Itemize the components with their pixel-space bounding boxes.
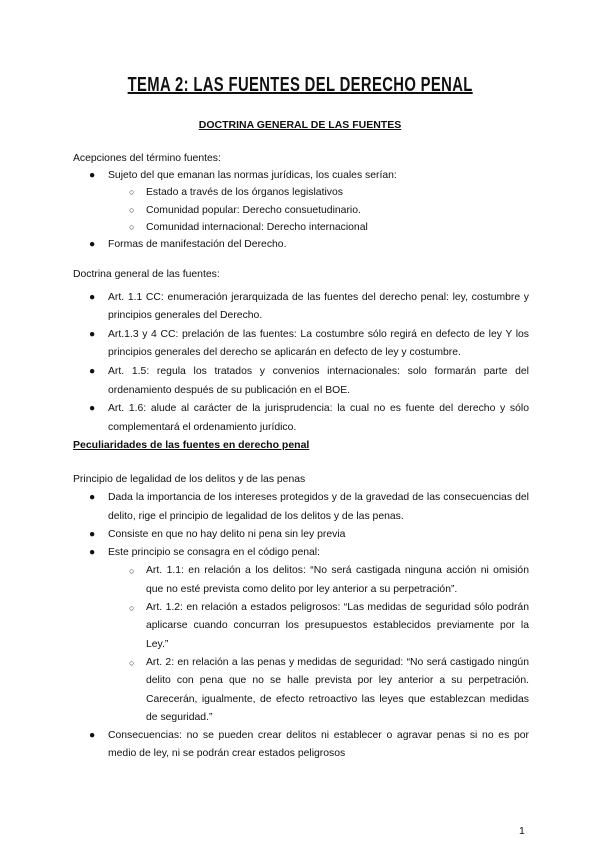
page-number: 1 xyxy=(519,825,525,837)
list-item: ● Formas de manifestación del Derecho. xyxy=(73,236,529,253)
paragraph-heading: Doctrina general de las fuentes: xyxy=(73,269,220,280)
circle-bullet-icon: ○ xyxy=(129,566,135,577)
list-item: ○ Art. 2: en relación a las penas y medidas de seguridad: “No será castigado ningún delito con pena que no se halle prevista por ley anterior a su perpetración. Carecerán, igualmente, de efecto retroactivo las leyes que establezcan medidas de seguridad.” xyxy=(73,654,529,727)
list-item: ● Art. 1.5: regula los tratados y convenios internacionales: solo formarán parte del ordenamiento después de su publicación en el BOE. xyxy=(73,363,529,400)
list-item: ● Sujeto del que emanan las normas jurídicas, los cuales serían: ○ Estado a través de los órganos legislativos ○ Comunidad popular: Derecho consuetudinario. ○ Comunidad internacional: Derecho internacional xyxy=(73,167,529,236)
bullet-icon: ● xyxy=(89,291,96,303)
bullet-icon: ● xyxy=(89,403,96,415)
principio-section xyxy=(73,471,529,764)
list-item: ● Art. 1.6: alude al carácter de la jurisprudencia: la cual no es fuente del derecho y sólo complementará el ordenamiento jurídico. xyxy=(73,400,529,437)
circle-bullet-icon: ○ xyxy=(129,204,135,215)
paragraph-heading: Principio de legalidad de los delitos y de las penas xyxy=(73,474,306,485)
bullet-icon: ● xyxy=(89,528,96,540)
bullet-icon: ● xyxy=(89,547,96,559)
paragraph-heading: Acepciones del término fuentes: xyxy=(73,153,221,164)
doctrina-section xyxy=(73,266,529,437)
bullet-icon: ● xyxy=(89,365,96,377)
list-item: ○ Art. 1.2: en relación a estados peligrosos: “Las medidas de seguridad sólo podrán aplicarse cuando concurran los presupuestos establecidos previamente por la Ley.” xyxy=(73,599,529,654)
list-item: ○ Estado a través de los órganos legislativos xyxy=(73,184,529,201)
list-item: ● Dada la importancia de los intereses protegidos y de la gravedad de las consecuencias del delito, rige el principio de legalidad de los delitos y de las penas. xyxy=(73,489,529,526)
subsection-heading: Peculiaridades de las fuentes en derecho penal xyxy=(73,439,310,451)
bullet-icon: ● xyxy=(89,239,96,251)
list-item: ● Consecuencias: no se pueden crear delitos ni establecer o agravar penas si no es por medio de ley, ni se podrán crear estados peligrosos xyxy=(73,727,529,764)
list-item: ● Este principio se consagra en el código penal: ○ Art. 1.1: en relación a los delitos: “No será castigada ninguna acción ni omisión que no esté prevista como delito por ley anterior a su perpetración”. ○ Art. 1.2: en relación a estados peligrosos: “Las medidas de seguridad sólo podrán aplicarse cuando concurran los presupuestos establecidos previamente por la Ley.” ○ Art. 2: en relación a las penas y medidas de seguridad: “No será castigado ningún delito con pena que no se halle prevista por ley anterior a su perpetración. Carecerán, igualmente, de efecto retroactivo las leyes que establezcan medidas de seguridad.” xyxy=(73,544,529,727)
list-item: ○ Art. 1.1: en relación a los delitos: “No será castigada ninguna acción ni omisión que no esté prevista como delito por ley anterior a su perpetración”. xyxy=(73,562,529,599)
bullet-icon: ● xyxy=(89,730,96,742)
list-item: ○ Comunidad popular: Derecho consuetudinario. xyxy=(73,202,529,219)
list-item: ○ Comunidad internacional: Derecho internacional xyxy=(73,219,529,236)
acepciones-section xyxy=(73,150,529,253)
document-title: TEMA 2: LAS FUENTES DEL DERECHO PENAL xyxy=(127,74,473,96)
circle-bullet-icon: ○ xyxy=(129,657,135,668)
list-item: ● Consiste en que no hay delito ni pena sin ley previa xyxy=(73,526,529,544)
bullet-icon: ● xyxy=(89,492,96,504)
list-item: ● Art.1.3 y 4 CC: prelación de las fuentes: La costumbre sólo regirá en defecto de ley Y los principios generales del derecho se aplicarán en defecto de ley y costumbre. xyxy=(73,326,529,363)
bullet-icon: ● xyxy=(89,170,96,182)
list-item: ● Art. 1.1 CC: enumeración jerarquizada de las fuentes del derecho penal: ley, costumbre y principios generales del Derecho. xyxy=(73,289,529,326)
section-heading: DOCTRINA GENERAL DE LAS FUENTES xyxy=(198,119,402,131)
bullet-icon: ● xyxy=(89,328,96,340)
circle-bullet-icon: ○ xyxy=(129,221,135,232)
circle-bullet-icon: ○ xyxy=(129,187,135,198)
circle-bullet-icon: ○ xyxy=(129,603,135,614)
